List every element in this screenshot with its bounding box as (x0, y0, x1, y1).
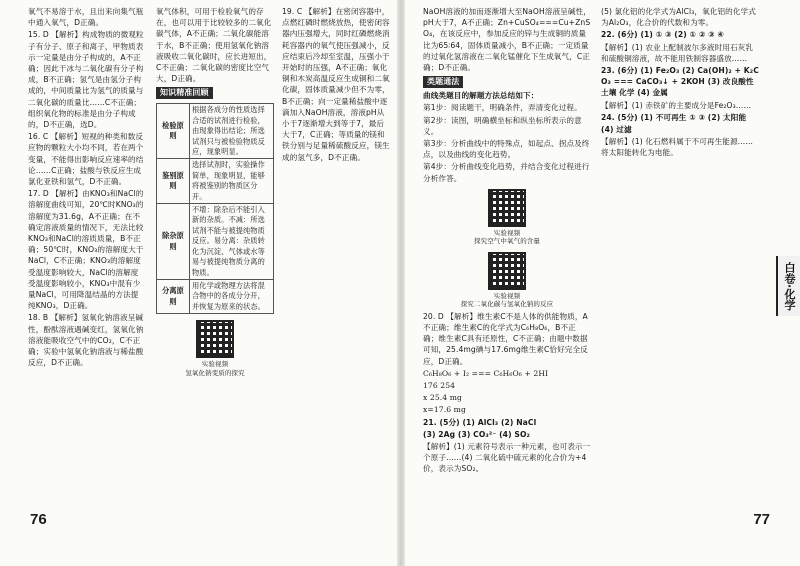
qr-caption: 实验视频 探究二氧化碳与氢氧化钠的反应 (460, 291, 554, 309)
question-22-analysis: 【解析】(1) 农业上配制波尔多液时用石灰乳和硫酸铜溶液，故不能用铁制容器盛放…… (601, 42, 754, 63)
table-key: 除杂原则 (157, 204, 190, 280)
left-col-2 (156, 6, 274, 536)
question-17: 17. D 【解析】由KNO₃和NaCl的溶解度曲线可知，20℃时KNO₃的溶解度为31.6g，A不正确；在不确定溶液质量的情况下，无法比较KNO₃和NaCl的溶质质量，B不正确；50℃时，KNO₃的溶解度大于NaCl，C不正确；KNO₃的溶解度受温度影响较大，NaCl的溶解度受温度影响较小，KNO₃中混有少量NaCl，可用降温结晶的方法提纯KNO₃，D正确。 (28, 189, 144, 311)
question-24-analysis: 【解析】(1) 化石燃料属于不可再生能源……将太阳能转化为电能。 (601, 137, 754, 158)
qr-code-item[interactable] (185, 318, 244, 377)
equation-values: x 25.4 mg (423, 393, 462, 403)
method-line: 第1步：阅读题干，明确条件，弄清变化过程。 (423, 103, 582, 113)
knowledge-heading: 知识精准回顾 (156, 87, 213, 99)
equation-result: x=17.6 mg (423, 405, 466, 415)
left-col-1 (28, 6, 146, 536)
page-number-right: 77 (753, 511, 770, 528)
method-line: 第4步：分析曲线变化趋势，并结合变化过程进行分析作答。 (423, 162, 590, 183)
equation-ratio: 176 254 (423, 381, 456, 391)
question-19: 19. C 【解析】在密闭容器中，点燃红磷时燃烧放热，使密闭容器内压强增大，同时红磷燃烧消耗容器内的氧气使压强减小，反应结束后冷却至室温，压强小于开始时的压强，A不正确；氧化铜和木炭高温反应生成铜和二氧化碳，固体质量减少但不为零，B不正确；向一定量稀盐酸中逐滴加入NaOH溶液，溶液pH从小于7逐渐增大到等于7，最后大于7，C正确；等质量的镁和铁分别与足量稀硫酸反应，镁生成的氢气多，D不正确。 (282, 7, 390, 162)
table-row (157, 279, 274, 313)
qr-code-item[interactable] (461, 250, 553, 309)
table-value: 根据各成分的性质选择合适的试剂进行检验，由现象得出结论；所选试剂只与被检验物质反应，现象明显。 (190, 104, 274, 159)
qr-caption: 实验视频 探究空气中氧气的含量 (474, 228, 540, 246)
question-16: 16. C 【解析】短视的种类和数反应物的颗粒大小均不同，若在两个变量，不能得出影响反应速率的结论……C正确；盐酸与铁反应生成氯化亚铁和氢气，D不正确。 (28, 132, 144, 187)
table-key: 分离原则 (157, 279, 190, 313)
table-key: 鉴别原则 (157, 159, 190, 204)
qr-code-icon (488, 252, 526, 290)
right-page (405, 6, 800, 536)
method-line: 曲线类题目的解题方法总结如下： (423, 91, 539, 101)
method-line: 第2步：读图，明确横坐标和纵坐标所表示的意义。 (423, 115, 582, 136)
qr-block (156, 316, 274, 379)
question-24-cont: (4) 过滤 (601, 125, 632, 135)
right-col-2 (601, 6, 759, 536)
paragraph: NaOH溶液的加而逐渐增大至NaOH溶液呈碱性，pH大于7，A不正确；Zn+CuSO₄===Cu+ZnSO₄，在该反应中，参加反应的锌与生成铜的质量比为65∶64，固体质量减小，B不正确；一定质量的过氧化氢溶液在二氧化锰催化下生成氧气，C正确；D不正确。 (423, 7, 591, 73)
question-21-cont: (3) 2Ag (3) CO₃²⁻ (4) SO₂ (423, 429, 530, 439)
table-row (157, 104, 274, 159)
left-page (0, 6, 397, 536)
qr-code-icon (196, 320, 234, 358)
question-23: 23. (6分) (1) Fe₂O₃ (2) Ca(OH)₂ + K₂CO₃ === CaCO₃↓ + 2KOH (3) 改良酸性土壤 化学 (4) 金属 (601, 66, 759, 98)
question-21-analysis: 【解析】(1) 元素符号表示一种元素，也可表示一个原子……(4) 二氧化硫中硫元素的化合价为+4价，表示为SO₂。 (423, 442, 591, 474)
paragraph: 氧气不易溶于水，且出来向集气瓶中通入氧气，D正确。 (28, 7, 144, 28)
question-21: 21. (5分) (1) AlCl₃ (2) NaCl (423, 417, 537, 427)
table-value: 选择试剂时，实验操作简单，现象明显，能够将被鉴别的物质区分开。 (190, 159, 274, 204)
table-row (157, 159, 274, 204)
subject-side-tab: 白卷·化学 (776, 256, 800, 316)
table-value: 不增：除杂后不能引入新的杂质。不减：所选试剂不能与被提纯物质反应。易分离：杂质转化为沉淀、气体或水等易与被提纯物质分离的物质。 (190, 204, 274, 280)
paragraph: (5) 氯化铝的化学式为AlCl₃，氧化铝的化学式为Al₂O₃，化合价的代数和为零。 (601, 7, 756, 28)
question-18: 18. B 【解析】氢氧化钠溶液呈碱性，酚酞溶液遇碱变红，氢氧化钠溶液能吸收空气中的CO₂，C不正确；实验中氢氧化钠溶液与稀盐酸反应，D不正确。 (28, 313, 144, 368)
book-gutter (397, 0, 405, 566)
question-15: 15. D 【解析】构成物质的微观粒子有分子、原子和离子，甲物质表示一定量是由分子构成的，A不正确；因此干冰与二氧化碳有分子构成，B不正确；氢气是由氢分子构成的，中间质量比为氢气的质量与二氧化碳的质量比……C不正确；组织氧化物的标准是由分子构成的，D不正确，选D。 (28, 30, 144, 130)
paragraph: 氧气体积，可用于检验氧气的存在，也可以用于比较较多的二氧化碳气体，A不正确；二氧化碳能溶于水，B不正确；使用氢氧化钠溶液吸收二氧化碳时，应长进短出，C不正确；二氧化碳的密度比空气大，D正确。 (156, 7, 272, 84)
table-value: 用化学或物理方法将混合物中的各成分分开，并恢复为原来的状态。 (190, 279, 274, 313)
page-number-left: 76 (30, 511, 47, 528)
equation: C₆H₈O₆ + I₂ === C₆H₆O₆ + 2HI (423, 368, 549, 378)
table-key: 检验原则 (157, 104, 190, 159)
knowledge-table (156, 103, 274, 314)
qr-code-icon (488, 189, 526, 227)
question-23-analysis: 【解析】(1) 赤铁矿的主要成分是Fe₂O₃…… (601, 100, 752, 110)
question-24: 24. (5分) (1) 不可再生 ① ③ (2) 太阳能 (601, 112, 747, 122)
qr-caption: 实验视频 氢氧化钠变质的探究 (185, 360, 245, 377)
question-20: 20. D 【解析】维生素C不是人体的供能物质，A不正确；维生素C的化学式为C₆H₈O₆，B不正确；维生素C具有还原性，C不正确；由题中数据可知，25.4mg碘与17.6mg维生素C恰好完全反应，D正确。 (423, 311, 588, 366)
qr-code-item[interactable] (474, 187, 540, 246)
table-row (157, 204, 274, 280)
left-col-3 (282, 6, 390, 536)
question-22: 22. (6分) (1) ① ③ (2) ① ② ③ ④ (601, 30, 724, 40)
method-line: 第3步：分析曲线中的特殊点，如起点、拐点及终点，以及曲线的变化趋势。 (423, 139, 590, 160)
qr-row (423, 185, 591, 311)
right-col-1 (423, 6, 591, 536)
method-heading: 类题通法 (423, 76, 463, 88)
